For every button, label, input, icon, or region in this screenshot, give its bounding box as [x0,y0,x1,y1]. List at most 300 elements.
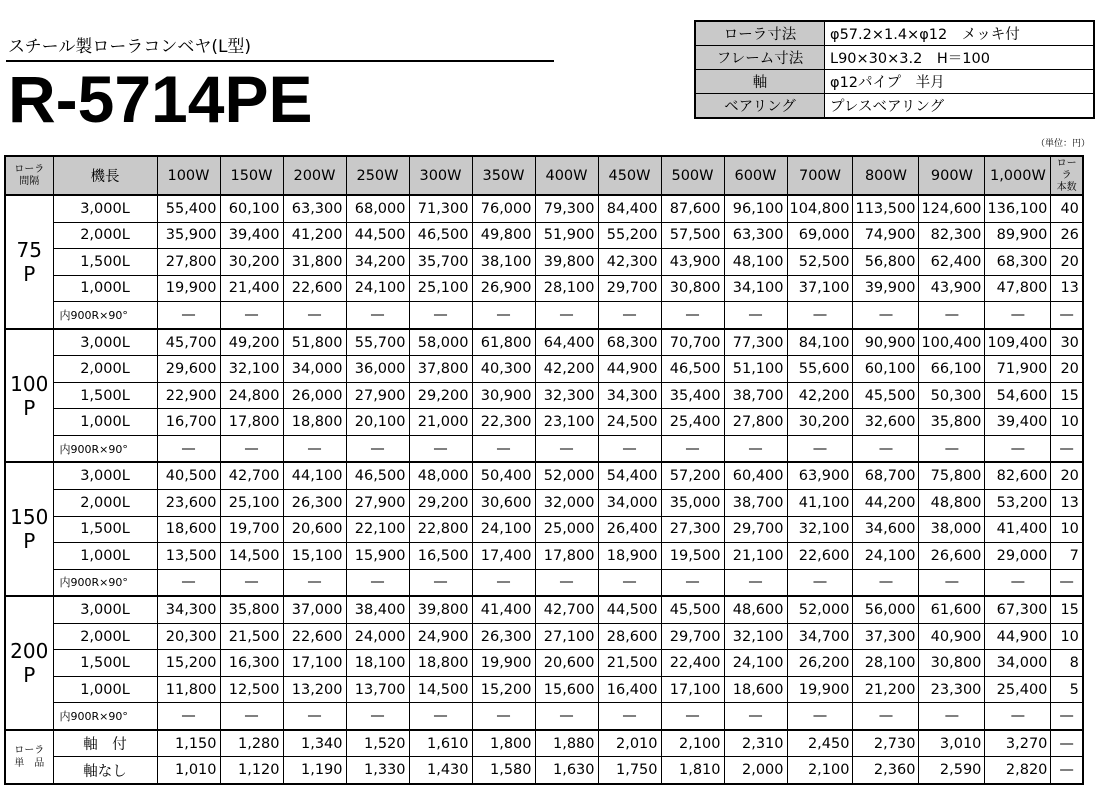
price-cell: 1,430 [409,757,472,784]
length-cell: 1,500L [53,249,157,276]
price-cell: — [409,569,472,596]
price-cell: 17,100 [283,650,346,677]
price-cell: 32,100 [724,623,787,650]
price-cell: 32,600 [853,409,919,436]
length-cell: 3,000L [53,462,157,489]
price-cell: 25,400 [661,409,724,436]
price-cell: — [346,435,409,462]
price-cell: 32,100 [787,516,853,543]
price-cell: — [661,703,724,730]
price-cell: 49,800 [472,222,535,249]
length-cell: 2,000L [53,356,157,383]
price-cell: 27,300 [661,516,724,543]
roller-count-header [1051,156,1083,195]
price-cell: — [472,569,535,596]
spec-label: ローラ寸法 [695,21,825,46]
price-cell: 34,700 [787,623,853,650]
price-cell: 66,100 [919,356,985,383]
price-cell: 68,300 [598,329,661,356]
price-cell: 26,200 [787,650,853,677]
width-header: 300W [409,156,472,195]
length-header: 機長 [53,156,157,195]
price-cell: 44,100 [283,462,346,489]
price-cell: 61,800 [472,329,535,356]
label-line: P [23,529,36,554]
roller-count-cell: 10 [1051,409,1083,436]
table-row [5,329,1083,356]
table-header-row [5,156,1083,195]
length-cell: 1,000L [53,676,157,703]
price-cell: 24,100 [346,275,409,302]
table-row [5,676,1083,703]
width-header: 150W [220,156,283,195]
price-cell: 42,300 [598,249,661,276]
price-cell: — [661,569,724,596]
price-cell: 16,700 [157,409,220,436]
price-cell: 136,100 [985,195,1051,222]
price-cell: 22,600 [283,623,346,650]
price-cell: 23,100 [535,409,598,436]
price-cell: — [220,569,283,596]
price-cell: 45,500 [853,382,919,409]
price-cell: — [535,435,598,462]
price-cell: — [598,435,661,462]
price-cell: 24,900 [409,623,472,650]
price-cell: 11,800 [157,676,220,703]
price-cell: 30,800 [919,650,985,677]
price-cell: 109,400 [985,329,1051,356]
price-cell: 14,500 [220,543,283,570]
price-cell: 29,600 [157,356,220,383]
price-cell: — [409,302,472,329]
price-cell: 2,450 [787,730,853,757]
price-cell: 16,300 [220,650,283,677]
length-cell: 3,000L [53,195,157,222]
table-row [5,703,1083,730]
roller-count-cell: 13 [1051,490,1083,517]
pitch-header [5,156,53,195]
pitch-group [5,596,1083,730]
price-cell: 52,000 [787,596,853,623]
price-cell: 34,600 [853,516,919,543]
price-cell: 44,900 [985,623,1051,650]
roller-count-cell: 10 [1051,516,1083,543]
price-cell: 2,730 [853,730,919,757]
price-cell: 16,400 [598,676,661,703]
price-cell: 1,190 [283,757,346,784]
price-cell: 56,000 [853,596,919,623]
price-cell: 1,630 [535,757,598,784]
price-cell: 60,100 [220,195,283,222]
price-cell: 42,200 [535,356,598,383]
spec-row [695,70,1094,94]
price-cell: 68,300 [985,249,1051,276]
pitch-label [5,462,53,596]
price-cell: — [409,703,472,730]
price-cell: 68,700 [853,462,919,489]
price-cell: 32,300 [535,382,598,409]
price-cell: — [283,703,346,730]
roller-count-cell: 26 [1051,222,1083,249]
length-cell: 内900R×90° [53,302,157,329]
price-cell: 44,500 [598,596,661,623]
price-cell: 29,700 [598,275,661,302]
price-cell: — [346,569,409,596]
label-line: P [23,395,36,420]
price-cell: 52,500 [787,249,853,276]
price-cell: 20,300 [157,623,220,650]
width-header: 900W [919,156,985,195]
roller-count-cell: 20 [1051,356,1083,383]
table-row [5,516,1083,543]
price-cell: 2,360 [853,757,919,784]
price-cell: 35,700 [409,249,472,276]
price-cell: 35,900 [157,222,220,249]
price-cell: 51,800 [283,329,346,356]
price-cell: 2,100 [661,730,724,757]
price-cell: — [853,569,919,596]
price-cell: 84,100 [787,329,853,356]
price-cell: 55,600 [787,356,853,383]
price-cell: — [535,302,598,329]
price-cell: 22,300 [472,409,535,436]
price-cell: 19,900 [787,676,853,703]
table-row [5,275,1083,302]
price-cell: 64,400 [535,329,598,356]
price-cell: 24,100 [472,516,535,543]
table-row [5,222,1083,249]
length-cell: 1,000L [53,409,157,436]
price-cell: 28,100 [853,650,919,677]
price-cell: 67,300 [985,596,1051,623]
price-cell: 21,100 [724,543,787,570]
table-row [5,730,1083,757]
price-cell: — [535,703,598,730]
price-cell: 18,800 [409,650,472,677]
price-cell: — [853,435,919,462]
price-cell: 19,500 [661,543,724,570]
price-cell: 60,400 [724,462,787,489]
price-cell: 22,800 [409,516,472,543]
price-cell: — [346,302,409,329]
price-cell: 28,600 [598,623,661,650]
label-line: P [23,663,36,688]
price-cell: — [409,435,472,462]
label-line: 200 [10,639,49,664]
roller-count-cell: 30 [1051,329,1083,356]
price-cell: 79,300 [535,195,598,222]
price-cell: 25,400 [985,676,1051,703]
price-cell: 15,200 [472,676,535,703]
price-cell: 38,000 [919,516,985,543]
price-cell: 12,500 [220,676,283,703]
shaft-type-cell: 軸なし [53,757,157,784]
price-cell: 20,600 [283,516,346,543]
price-cell: 15,100 [283,543,346,570]
price-cell: — [919,703,985,730]
price-cell: 113,500 [853,195,919,222]
spec-label: ベアリング [695,94,825,119]
model-number: R-5714PE [8,62,313,136]
price-cell: 56,800 [853,249,919,276]
price-cell: 45,700 [157,329,220,356]
price-cell: 70,700 [661,329,724,356]
table-row [5,596,1083,623]
price-cell: 1,750 [598,757,661,784]
price-cell: 82,600 [985,462,1051,489]
price-cell: 30,600 [472,490,535,517]
price-cell: 42,700 [535,596,598,623]
price-cell: 34,300 [598,382,661,409]
price-cell: 77,300 [724,329,787,356]
price-cell: 29,700 [661,623,724,650]
price-cell: 17,400 [472,543,535,570]
price-cell: 62,400 [919,249,985,276]
price-cell: 89,900 [985,222,1051,249]
price-cell: — [346,703,409,730]
price-cell: 43,900 [661,249,724,276]
table-row [5,435,1083,462]
label-line: 単 品 [14,757,45,769]
label-line: ローラ [14,744,45,756]
price-cell: 21,500 [598,650,661,677]
price-cell: — [535,569,598,596]
price-cell: 17,100 [661,676,724,703]
length-cell: 内900R×90° [53,569,157,596]
price-cell: — [157,435,220,462]
width-header: 1,000W [985,156,1051,195]
price-cell: — [598,703,661,730]
price-cell: 42,700 [220,462,283,489]
table-row [5,382,1083,409]
price-cell: 54,400 [598,462,661,489]
price-cell: 2,000 [724,757,787,784]
price-cell: — [472,703,535,730]
price-cell: 50,300 [919,382,985,409]
price-cell: 22,400 [661,650,724,677]
price-cell: 87,600 [661,195,724,222]
price-cell: — [787,435,853,462]
price-cell: 38,400 [346,596,409,623]
roller-parts-group [5,730,1083,784]
price-cell: 20,100 [346,409,409,436]
price-cell: 35,400 [661,382,724,409]
price-cell: 36,000 [346,356,409,383]
roller-count-cell: 13 [1051,275,1083,302]
price-cell: 39,400 [220,222,283,249]
price-cell: — [283,302,346,329]
roller-count-cell: 15 [1051,596,1083,623]
price-cell: 2,100 [787,757,853,784]
price-cell: 35,800 [919,409,985,436]
price-cell: 21,000 [409,409,472,436]
price-cell: 21,500 [220,623,283,650]
price-cell: — [472,302,535,329]
width-header: 600W [724,156,787,195]
price-cell: 1,340 [283,730,346,757]
price-cell: 35,000 [661,490,724,517]
roller-count-cell: 40 [1051,195,1083,222]
price-cell: — [220,435,283,462]
roller-count-cell: 7 [1051,543,1083,570]
price-cell: — [220,703,283,730]
price-cell: 1,880 [535,730,598,757]
price-cell: 82,300 [919,222,985,249]
price-cell: — [787,569,853,596]
price-cell: — [985,703,1051,730]
price-cell: — [157,569,220,596]
price-cell: 46,500 [346,462,409,489]
pitch-group [5,329,1083,463]
price-cell: 30,200 [787,409,853,436]
table-row [5,650,1083,677]
price-cell: 34,000 [985,650,1051,677]
price-cell: 3,270 [985,730,1051,757]
roller-count-cell: — [1051,730,1083,757]
label-line: 75 [16,237,42,262]
price-cell: 22,100 [346,516,409,543]
price-cell: 29,200 [409,382,472,409]
label-line: 間隔 [19,175,40,187]
label-line: ローラ [14,163,45,175]
price-cell: — [853,302,919,329]
price-cell: 71,300 [409,195,472,222]
pitch-group [5,462,1083,596]
price-cell: 60,100 [853,356,919,383]
label-line: 100 [10,371,49,396]
price-cell: 41,100 [787,490,853,517]
price-cell: 25,000 [535,516,598,543]
price-cell: 13,200 [283,676,346,703]
length-cell: 1,500L [53,382,157,409]
price-cell: 1,610 [409,730,472,757]
label-line: 150 [10,505,49,530]
price-cell: — [724,569,787,596]
price-cell: 51,900 [535,222,598,249]
price-cell: 2,310 [724,730,787,757]
price-cell: 35,800 [220,596,283,623]
price-cell: 96,100 [724,195,787,222]
price-cell: 19,900 [157,275,220,302]
width-header: 200W [283,156,346,195]
price-cell: 34,000 [283,356,346,383]
price-cell: 18,900 [598,543,661,570]
price-cell: 100,400 [919,329,985,356]
price-cell: 41,400 [472,596,535,623]
price-cell: 2,820 [985,757,1051,784]
pitch-label [5,329,53,463]
price-cell: 124,600 [919,195,985,222]
roller-count-cell: — [1051,703,1083,730]
price-cell: 26,600 [919,543,985,570]
price-cell: 45,500 [661,596,724,623]
price-cell: 15,200 [157,650,220,677]
spec-row [695,21,1094,46]
price-cell: 41,200 [283,222,346,249]
price-cell: 17,800 [220,409,283,436]
price-cell: 27,800 [157,249,220,276]
price-cell: 2,590 [919,757,985,784]
price-table [4,155,1084,785]
price-cell: 14,500 [409,676,472,703]
price-cell: 34,300 [157,596,220,623]
product-subtitle: スチール製ローラコンベヤ(L型) [8,37,252,57]
price-cell: — [985,569,1051,596]
price-cell: — [919,435,985,462]
price-cell: 1,010 [157,757,220,784]
roller-count-cell: 20 [1051,462,1083,489]
price-cell: 38,100 [472,249,535,276]
price-cell: 37,800 [409,356,472,383]
table-row [5,490,1083,517]
price-cell: 74,900 [853,222,919,249]
roller-count-cell: 15 [1051,382,1083,409]
price-cell: 15,600 [535,676,598,703]
price-cell: 1,330 [346,757,409,784]
price-cell: 57,500 [661,222,724,249]
price-cell: 29,700 [724,516,787,543]
price-cell: 19,900 [472,650,535,677]
shaft-type-cell: 軸 付 [53,730,157,757]
price-cell: 104,800 [787,195,853,222]
price-cell: 63,300 [283,195,346,222]
price-cell: 16,500 [409,543,472,570]
price-cell: 37,300 [853,623,919,650]
price-cell: 29,000 [985,543,1051,570]
price-cell: 55,400 [157,195,220,222]
length-cell: 1,500L [53,650,157,677]
length-cell: 3,000L [53,329,157,356]
price-cell: — [724,703,787,730]
label-line: P [23,261,36,286]
length-cell: 内900R×90° [53,435,157,462]
price-cell: 28,100 [535,275,598,302]
price-cell: 23,300 [919,676,985,703]
price-cell: 31,800 [283,249,346,276]
price-cell: 3,010 [919,730,985,757]
table-row [5,462,1083,489]
price-cell: 25,100 [409,275,472,302]
price-cell: 1,150 [157,730,220,757]
price-cell: — [919,302,985,329]
price-cell: 84,400 [598,195,661,222]
spec-value: L90×30×3.2 H＝100 [825,46,1095,70]
price-cell: 34,200 [346,249,409,276]
price-cell: — [598,569,661,596]
table-row [5,356,1083,383]
price-cell: — [985,435,1051,462]
roller-count-cell: 5 [1051,676,1083,703]
price-cell: 71,900 [985,356,1051,383]
label-line: ローラ [1056,157,1077,181]
price-cell: 26,300 [472,623,535,650]
price-cell: — [598,302,661,329]
width-header: 800W [853,156,919,195]
price-cell: 76,000 [472,195,535,222]
price-cell: 30,900 [472,382,535,409]
price-cell: 42,200 [787,382,853,409]
price-cell: 18,800 [283,409,346,436]
price-cell: 13,700 [346,676,409,703]
price-cell: 53,200 [985,490,1051,517]
spec-value: φ57.2×1.4×φ12 メッキ付 [825,21,1095,46]
price-cell: 48,000 [409,462,472,489]
length-cell: 1,000L [53,543,157,570]
price-cell: 39,400 [985,409,1051,436]
spec-row [695,94,1094,119]
width-header: 400W [535,156,598,195]
pitch-group [5,195,1083,329]
